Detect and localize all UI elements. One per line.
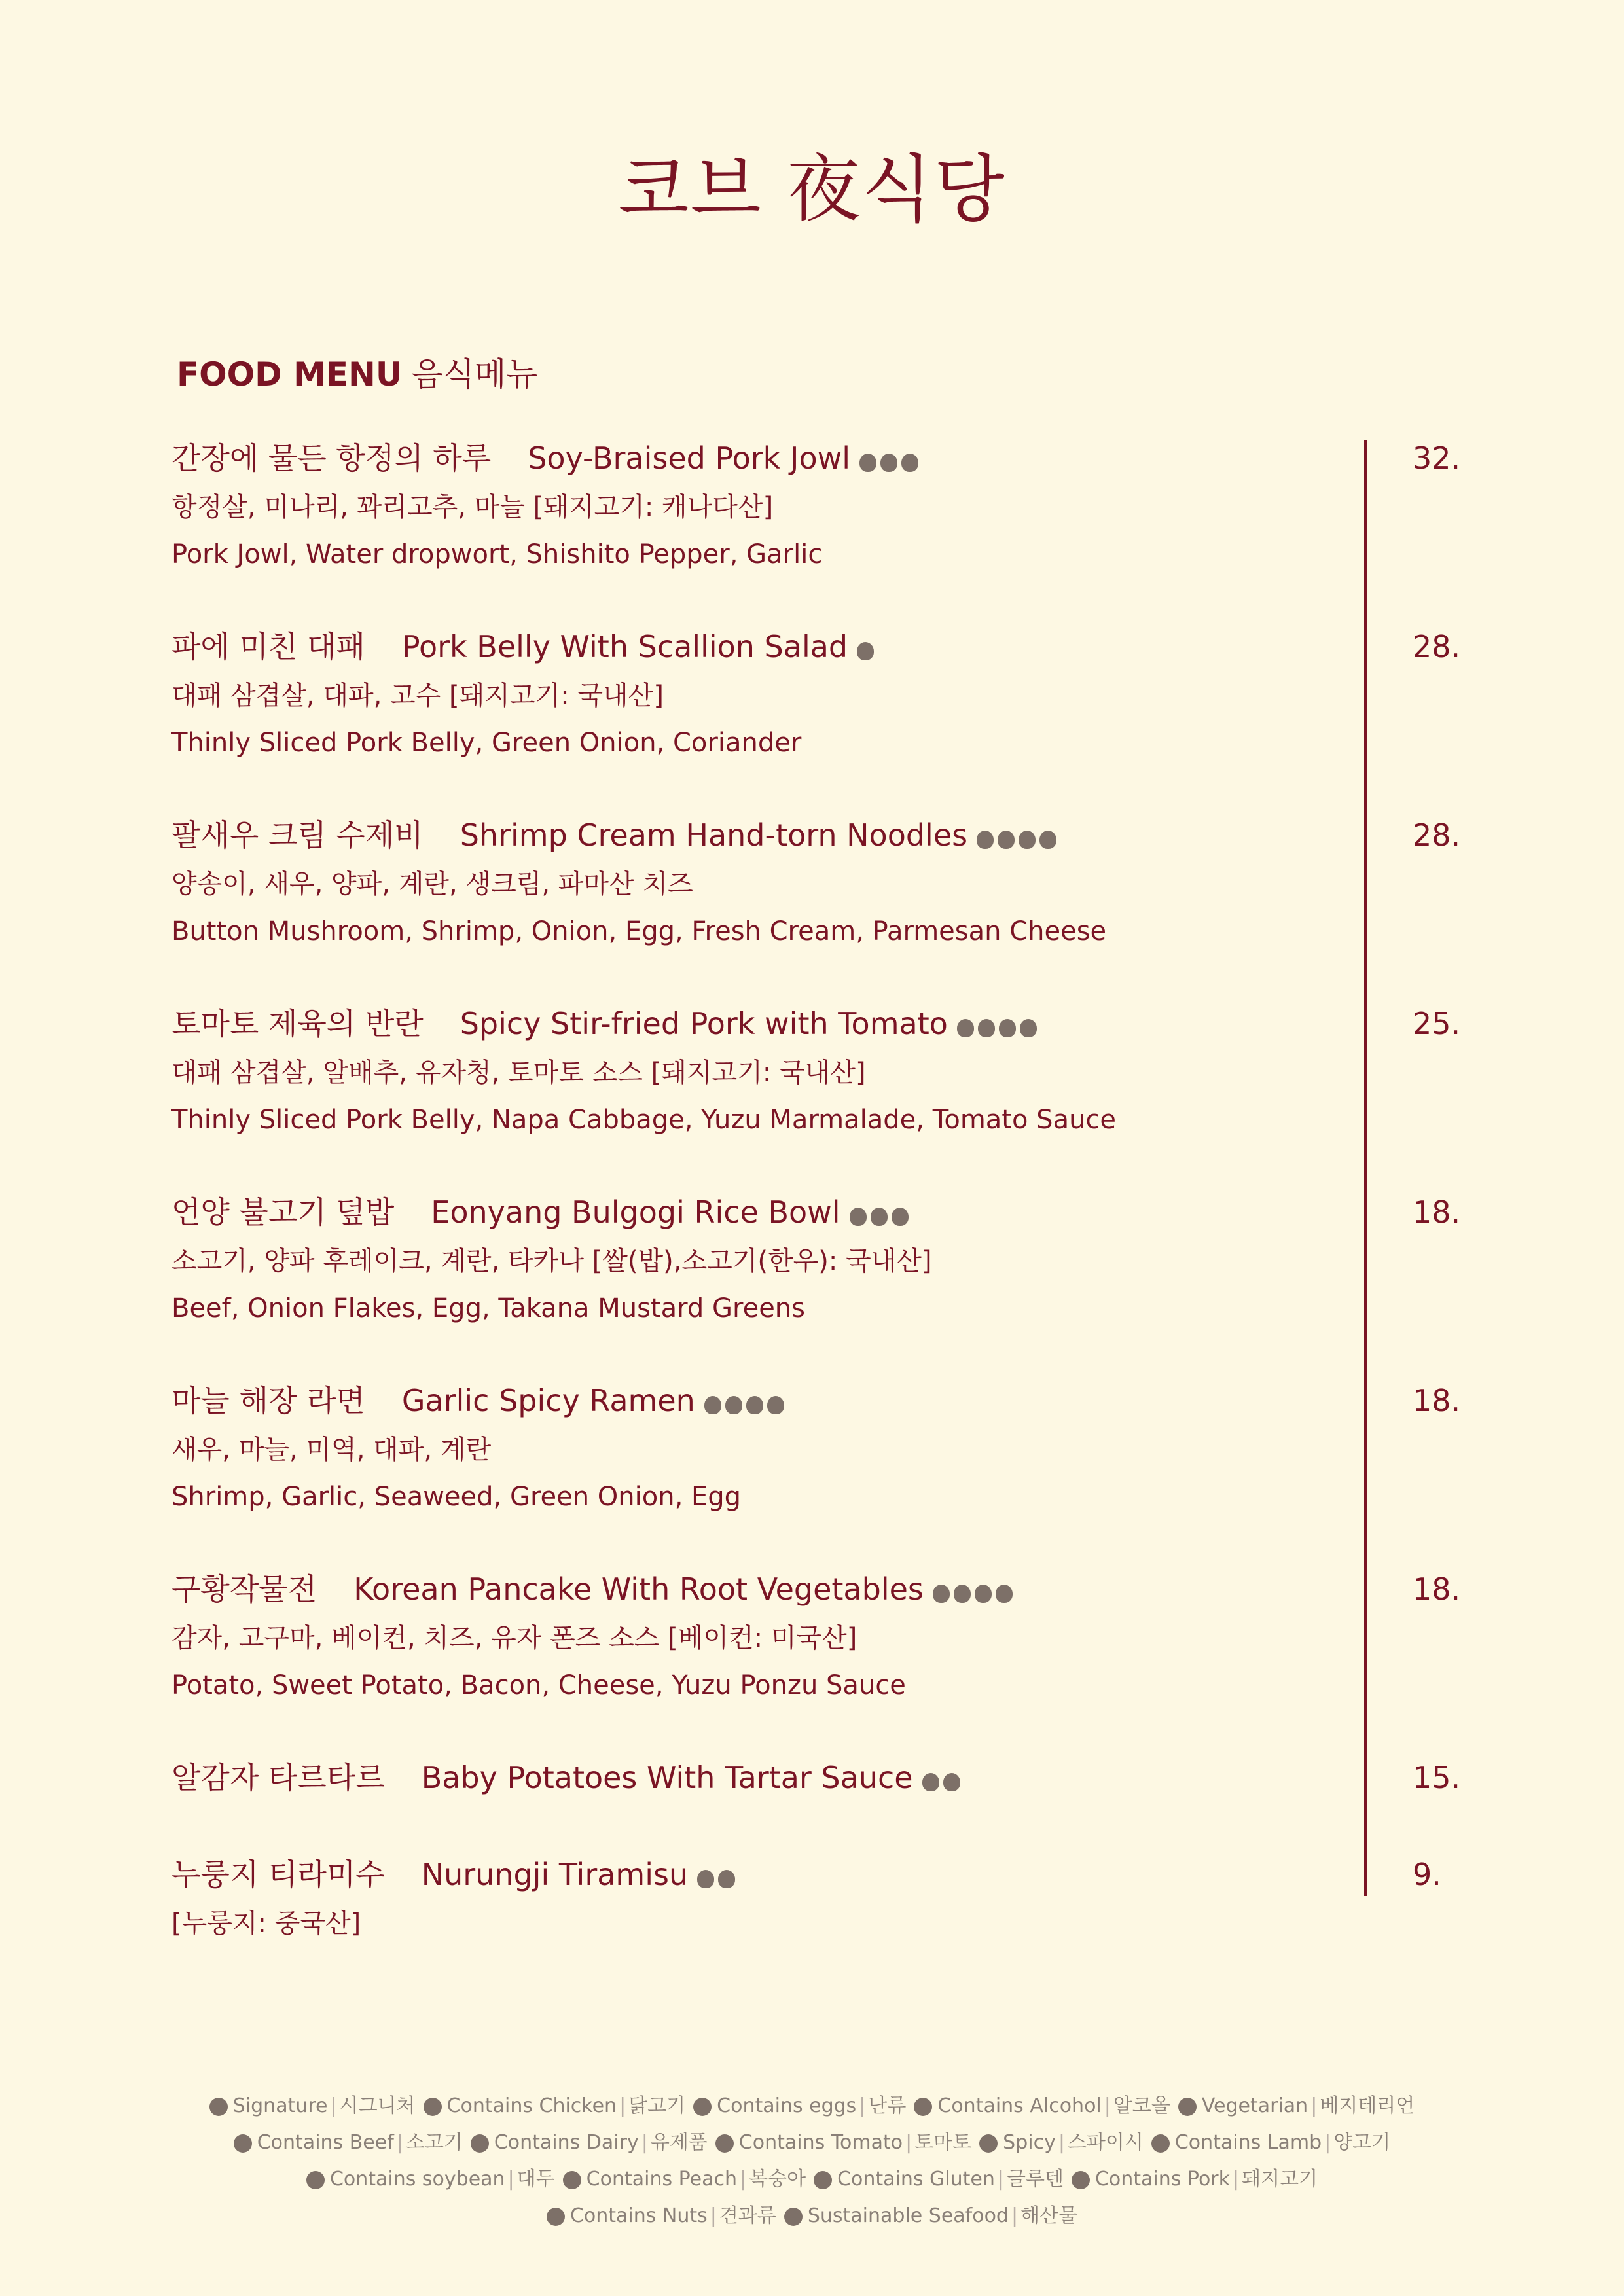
legend-item (914, 2088, 1170, 2125)
menu-item-price: 25. (1413, 1006, 1461, 1041)
legend-separator: | (1233, 2168, 1240, 2191)
alcohol-icon (901, 454, 918, 472)
menu-item (171, 1001, 1481, 1143)
allergen-icons (922, 1757, 964, 1803)
menu-item-name-en: Garlic Spicy Ramen (401, 1383, 695, 1418)
menu-item-name-row (171, 1566, 1481, 1615)
chicken-icon (424, 2098, 442, 2116)
legend-label-ko: 해산물 (1020, 2204, 1078, 2227)
legend-item (1151, 2125, 1390, 2161)
legend-label-en: Contains Pork (1094, 2168, 1231, 2191)
legend-item (814, 2161, 1064, 2198)
pork-icon (857, 642, 874, 660)
menu-item (171, 1755, 1481, 1803)
menu-item-name-en: Pork Belly With Scallion Salad (401, 629, 848, 664)
legend-separator: | (1324, 2131, 1331, 2154)
gluten-icon (814, 2171, 832, 2189)
soybean-icon (996, 1585, 1013, 1603)
legend-label-ko: 토마토 (914, 2131, 972, 2154)
legend-label-en: Contains eggs (717, 2094, 857, 2117)
dairy-icon (471, 2134, 489, 2153)
legend-label-en: Contains Nuts (569, 2204, 708, 2227)
peach-icon (563, 2171, 581, 2189)
pork-icon (880, 454, 897, 472)
nuts-icon (547, 2208, 565, 2226)
allergen-icons (933, 1569, 1017, 1615)
legend-label-en: Sustainable Seafood (807, 2204, 1009, 2227)
menu-item-name-ko: 구황작물전 (171, 1571, 317, 1607)
legend-label-ko: 소고기 (405, 2131, 463, 2154)
legend-separator: | (1104, 2094, 1111, 2117)
legend-item (563, 2161, 806, 2198)
legend-separator: | (859, 2094, 866, 2117)
section-title-ko: 음식메뉴 (411, 355, 538, 393)
egg-icon (746, 1396, 763, 1414)
pork-icon (933, 1585, 950, 1603)
legend-item (424, 2088, 686, 2125)
legend-item (209, 2088, 416, 2125)
page-title: 코브 夜식당 (618, 147, 1006, 232)
menu-item-desc-ko: 소고기, 양파 후레이크, 계란, 타카나 [쌀(밥),소고기(한우): 국내산] (171, 1246, 932, 1276)
allergen-icons (977, 815, 1060, 861)
tomato-icon (715, 2134, 734, 2153)
menu-item-desc-ko: 양송이, 새우, 양파, 계란, 생크림, 파마산 치즈 (171, 869, 693, 899)
menu-item-name-en: Spicy Stir-fried Pork with Tomato (460, 1006, 948, 1041)
menu-item-price: 28. (1413, 817, 1461, 853)
legend-separator: | (507, 2168, 514, 2191)
legend-label-ko: 난류 (868, 2094, 907, 2117)
menu-item-desc-en: Beef, Onion Flakes, Egg, Takana Mustard Greens (171, 1293, 805, 1323)
section-title-en: FOOD MENU (177, 355, 403, 393)
menu-item-name-ko: 마늘 해장 라면 (171, 1383, 365, 1418)
beef-icon (850, 1208, 867, 1226)
allergen-icons (697, 1854, 739, 1900)
allergen-icons (850, 1192, 912, 1238)
pork-icon (1072, 2171, 1090, 2189)
menu-item-desc-ko: 대패 삼겹살, 대파, 고수 [돼지고기: 국내산] (171, 680, 664, 711)
legend-label-ko: 글루텐 (1007, 2168, 1064, 2191)
legend-label-en: Vegetarian (1201, 2094, 1308, 2117)
menu-item (171, 1378, 1481, 1520)
menu-item-name-row (171, 1378, 1481, 1426)
legend-label-ko: 양고기 (1333, 2131, 1391, 2154)
egg-icon (943, 1773, 960, 1791)
legend-item (1072, 2161, 1318, 2198)
menu-item-desc-en: Thinly Sliced Pork Belly, Green Onion, Coriander (171, 727, 802, 758)
menu-item-desc-ko: 새우, 마늘, 미역, 대파, 계란 (171, 1434, 492, 1465)
legend-separator: | (330, 2094, 337, 2117)
legend-row (0, 2125, 1624, 2161)
legend-separator: | (740, 2168, 747, 2191)
legend-label-en: Contains Lamb (1174, 2131, 1322, 2154)
alcohol-icon (1020, 1019, 1037, 1037)
legend-separator: | (997, 2168, 1004, 2191)
menu-item-name-row (171, 624, 1481, 672)
legend-label-ko: 시그니처 (339, 2094, 416, 2117)
soybean-icon (859, 454, 876, 472)
tomato-icon (957, 1019, 974, 1037)
allergen-legend (0, 2088, 1624, 2234)
legend-label-ko: 복숭아 (749, 2168, 806, 2191)
legend-label-ko: 돼지고기 (1242, 2168, 1318, 2191)
chili-icon (979, 2134, 998, 2153)
menu-item-name-row (171, 1755, 1481, 1803)
menu-item-name-row (171, 435, 1481, 484)
gluten-icon (975, 1585, 992, 1603)
legend-separator: | (619, 2094, 626, 2117)
menu-item-name-ko: 누룽지 티라미수 (171, 1857, 385, 1892)
menu-item-price: 28. (1413, 629, 1461, 664)
allergen-icons (859, 438, 922, 484)
menu-item-name-row (171, 1001, 1481, 1049)
legend-separator: | (1310, 2094, 1318, 2117)
menu-item-name-ko: 토마토 제육의 반란 (171, 1006, 424, 1041)
menu-item-name-ko: 팔새우 크림 수제비 (171, 817, 424, 853)
menu-item (171, 1189, 1481, 1332)
leaf-icon (1178, 2098, 1197, 2116)
legend-separator: | (1058, 2131, 1065, 2154)
allergen-icons (957, 1003, 1041, 1049)
soybean-icon (306, 2171, 325, 2189)
legend-label-ko: 닭고기 (628, 2094, 686, 2117)
menu-item-name-ko: 파에 미친 대패 (171, 629, 365, 664)
legend-item (784, 2198, 1077, 2234)
menu-item-name-row (171, 1852, 1481, 1900)
menu-item-desc-en: Thinly Sliced Pork Belly, Napa Cabbage, Yuzu Marmalade, Tomato Sauce (171, 1104, 1117, 1135)
dairy-icon (954, 1585, 971, 1603)
menu-item-desc-ko: 항정살, 미나리, 꽈리고추, 마늘 [돼지고기: 캐나다산] (171, 492, 774, 522)
legend-label-en: Signature (232, 2094, 328, 2117)
legend-label-ko: 알코올 (1113, 2094, 1170, 2117)
menu-item-desc-en: Button Mushroom, Shrimp, Onion, Egg, Fresh Cream, Parmesan Cheese (171, 916, 1107, 946)
menu-item-price: 18. (1413, 1571, 1461, 1607)
dairy-icon (977, 831, 994, 849)
legend-row (0, 2161, 1624, 2198)
menu-item-desc-ko: [누룽지: 중국산] (171, 1908, 361, 1939)
beef-icon (234, 2134, 252, 2153)
legend-separator: | (905, 2131, 912, 2154)
legend-item (306, 2161, 555, 2198)
section-header (177, 348, 538, 395)
legend-label-en: Contains Tomato (738, 2131, 903, 2154)
menu-item (171, 1852, 1481, 1947)
legend-label-ko: 견과류 (719, 2204, 776, 2227)
menu-item (171, 812, 1481, 955)
menu-item-price: 15. (1413, 1760, 1461, 1795)
menu-item-name-row (171, 1189, 1481, 1238)
star-icon (209, 2098, 228, 2116)
legend-item (979, 2125, 1144, 2161)
seafood-icon (784, 2208, 803, 2226)
lamb-icon (1151, 2134, 1170, 2153)
legend-label-en: Spicy (1003, 2131, 1056, 2154)
menu-item (171, 435, 1481, 578)
legend-label-en: Contains Alcohol (937, 2094, 1102, 2117)
legend-label-en: Contains Gluten (837, 2168, 995, 2191)
menu-item-desc-en: Shrimp, Garlic, Seaweed, Green Onion, Egg (171, 1481, 742, 1512)
egg-icon (998, 831, 1015, 849)
legend-item (234, 2125, 463, 2161)
egg-icon (871, 1208, 888, 1226)
seafood-icon (1039, 831, 1056, 849)
dairy-icon (697, 1870, 714, 1888)
legend-item (715, 2125, 971, 2161)
menu-item-desc-en: Potato, Sweet Potato, Bacon, Cheese, Yuzu Ponzu Sauce (171, 1670, 906, 1700)
menu-item-name-row (171, 812, 1481, 861)
menu-item-price: 9. (1413, 1857, 1441, 1892)
legend-label-en: Contains Beef (257, 2131, 394, 2154)
legend-item (547, 2198, 776, 2234)
menu-item-price: 18. (1413, 1383, 1461, 1418)
menu-item-name-en: Shrimp Cream Hand-torn Noodles (460, 817, 968, 853)
menu-item-name-ko: 언양 불고기 덮밥 (171, 1194, 395, 1230)
legend-label-en: Contains Peach (586, 2168, 738, 2191)
menu-item-price: 18. (1413, 1194, 1461, 1230)
gluten-icon (1019, 831, 1036, 849)
allergen-icons (857, 626, 878, 672)
legend-item (471, 2125, 708, 2161)
legend-separator: | (641, 2131, 648, 2154)
menu-item-desc-ko: 감자, 고구마, 베이컨, 치즈, 유자 폰즈 소스 [베이컨: 미국산] (171, 1623, 857, 1653)
legend-item (1178, 2088, 1415, 2125)
alcohol-icon (914, 2098, 932, 2116)
menu-item-name-en: Baby Potatoes With Tartar Sauce (421, 1760, 913, 1795)
legend-label-ko: 베지테리언 (1320, 2094, 1415, 2117)
menu-item-name-en: Soy-Braised Pork Jowl (528, 440, 851, 476)
menu-item-name-en: Korean Pancake With Root Vegetables (353, 1571, 924, 1607)
seafood-icon (704, 1396, 721, 1414)
soybean-icon (718, 1870, 735, 1888)
gluten-icon (725, 1396, 742, 1414)
menu-item-desc-ko: 대패 삼겹살, 알배추, 유자청, 토마토 소스 [돼지고기: 국내산] (171, 1057, 866, 1088)
legend-label-en: Contains Chicken (446, 2094, 617, 2117)
menu-item-name-ko: 알감자 타르타르 (171, 1760, 385, 1795)
menu-item (171, 1566, 1481, 1709)
legend-label-ko: 스파이시 (1067, 2131, 1144, 2154)
menu-item-name-ko: 간장에 물든 항정의 하루 (171, 440, 492, 476)
menu-item-name-en: Eonyang Bulgogi Rice Bowl (431, 1194, 840, 1230)
legend-label-ko: 유제품 (650, 2131, 708, 2154)
legend-label-ko: 대두 (516, 2168, 555, 2191)
menu-item-name-en: Nurungji Tiramisu (421, 1857, 689, 1892)
legend-separator: | (1011, 2204, 1019, 2227)
soybean-icon (767, 1396, 784, 1414)
legend-item (693, 2088, 906, 2125)
soybean-icon (892, 1208, 909, 1226)
soybean-icon (978, 1019, 995, 1037)
allergen-icons (704, 1380, 788, 1426)
menu-item-price: 32. (1413, 440, 1461, 476)
legend-separator: | (710, 2204, 717, 2227)
egg-icon (693, 2098, 712, 2116)
menu-item (171, 624, 1481, 766)
legend-label-en: Contains soybean (329, 2168, 505, 2191)
legend-row (0, 2198, 1624, 2234)
legend-separator: | (396, 2131, 403, 2154)
menu-item-desc-en: Pork Jowl, Water dropwort, Shishito Pepper, Garlic (171, 539, 823, 569)
legend-label-en: Contains Dairy (494, 2131, 639, 2154)
legend-row (0, 2088, 1624, 2125)
dairy-icon (922, 1773, 939, 1791)
pork-icon (999, 1019, 1016, 1037)
